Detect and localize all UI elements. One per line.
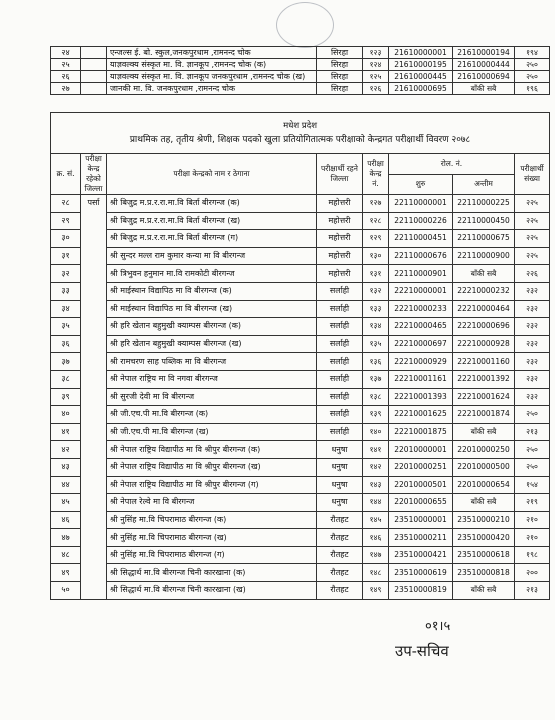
roll-from-cell: 21610000695 [389, 83, 453, 95]
serial-number-cell: २५ [51, 59, 81, 71]
center-name-cell: श्री नेपाल रेल्वे मा वि बीरगन्ज [107, 494, 317, 512]
roll-to-cell: 23510000210 [453, 511, 515, 529]
roll-from-cell: 22210001393 [389, 388, 453, 406]
table-row [51, 564, 550, 582]
roll-from-cell: 23510000211 [389, 529, 453, 547]
serial-number-cell: २८ [51, 195, 81, 213]
candidate-district-cell: महोत्तरी [317, 247, 363, 265]
roll-to-cell: 22210000696 [453, 318, 515, 336]
table-row [51, 265, 550, 283]
roll-to-cell: 22210001874 [453, 406, 515, 424]
table-row [51, 494, 550, 512]
candidate-district-cell: महोत्तरी [317, 212, 363, 230]
candidate-count-cell: १५४ [515, 476, 550, 494]
roll-from-cell: 23510000819 [389, 582, 453, 600]
serial-number-cell: ३८ [51, 370, 81, 388]
center-name-cell: श्री नुसिंह मा.वि चिपरामाठ बीरगन्ज (ग) [107, 546, 317, 564]
serial-number-cell: ४१ [51, 423, 81, 441]
candidate-district-cell: सर्लाही [317, 300, 363, 318]
candidate-count-cell: १९६ [515, 83, 550, 95]
serial-number-cell: २७ [51, 83, 81, 95]
candidate-count-cell: २१० [515, 529, 550, 547]
center-number-cell: १३३ [363, 300, 389, 318]
center-name-cell: श्री बिजुद्र म.प्र.र.रा.मा.वि बिर्ता बीरगन्ज (क) [107, 195, 317, 213]
center-name-cell: श्री बिजुद्र म.प्र.र.रा.मा.वि बिर्ता बीरगन्ज (ग) [107, 230, 317, 248]
header-count: परीक्षार्थी संख्या [515, 154, 550, 195]
center-number-cell: १२८ [363, 212, 389, 230]
roll-to-cell: 23510000818 [453, 564, 515, 582]
serial-number-cell: ३२ [51, 265, 81, 283]
candidate-count-cell: २३२ [515, 318, 550, 336]
serial-number-cell: २९ [51, 212, 81, 230]
table-row [51, 282, 550, 300]
candidate-count-cell: २३२ [515, 282, 550, 300]
candidate-count-cell: २५० [515, 71, 550, 83]
serial-number-cell: ३५ [51, 318, 81, 336]
serial-number-cell: ३७ [51, 353, 81, 371]
center-number-cell: १२५ [363, 71, 389, 83]
candidate-count-cell: २५० [515, 441, 550, 459]
center-number-cell: १४५ [363, 511, 389, 529]
candidate-district-cell: रौतहट [317, 511, 363, 529]
candidate-count-cell: २०० [515, 564, 550, 582]
serial-number-cell: ४३ [51, 458, 81, 476]
center-number-cell: १४७ [363, 546, 389, 564]
table-row [51, 423, 550, 441]
center-name-cell: याज्ञवल्क्य संस्कृत मा. वि. ज्ञानकूप जनकपुरधाम ,रामनन्द चोक (ख) [107, 71, 317, 83]
exam-district-cell [81, 47, 107, 59]
table-row [51, 353, 550, 371]
table-row [51, 388, 550, 406]
candidate-district-cell: रौतहट [317, 582, 363, 600]
roll-to-cell: 22210001624 [453, 388, 515, 406]
candidate-count-cell: २२५ [515, 195, 550, 213]
center-name-cell: श्री माईस्थान विद्यापिठ मा वि बीरगन्ज (क) [107, 282, 317, 300]
candidate-district-cell: महोत्तरी [317, 265, 363, 283]
candidate-district-cell: सर्लाही [317, 423, 363, 441]
serial-number-cell: ४४ [51, 476, 81, 494]
candidate-district-cell: धनुषा [317, 441, 363, 459]
roll-from-cell: 22210000001 [389, 282, 453, 300]
table-row [51, 195, 550, 213]
center-number-cell: १३९ [363, 406, 389, 424]
exam-district-cell [81, 83, 107, 95]
header-center-no: परीक्षा केन्द्र नं. [363, 154, 389, 195]
table-row [51, 370, 550, 388]
candidate-count-cell: २५० [515, 406, 550, 424]
center-number-cell: १२३ [363, 47, 389, 59]
center-number-cell: १३० [363, 247, 389, 265]
candidate-count-cell: २१० [515, 511, 550, 529]
table-row [51, 546, 550, 564]
center-name-cell: याज्ञवल्क्य संस्कृत मा. वि. ज्ञानकूप ,रामनन्द चोक (क) [107, 59, 317, 71]
serial-number-cell: ४६ [51, 511, 81, 529]
candidate-count-cell: २१३ [515, 582, 550, 600]
center-number-cell: १२७ [363, 195, 389, 213]
serial-number-cell: ४० [51, 406, 81, 424]
roll-from-cell: 22210001625 [389, 406, 453, 424]
center-name-cell: श्री जी.एच.पी मा.वि बीरगन्ज (ख) [107, 423, 317, 441]
province-title: मधेश प्रदेश [283, 121, 317, 131]
roll-from-cell: 21610000445 [389, 71, 453, 83]
center-number-cell: १४२ [363, 458, 389, 476]
table-row [51, 458, 550, 476]
center-name-cell: श्री सिद्धार्थ मा.वि बीरगन्ज चिनी कारखाना (ख) [107, 582, 317, 600]
table-row [51, 47, 550, 59]
candidate-district-cell: सर्लाही [317, 353, 363, 371]
center-number-cell: १३६ [363, 353, 389, 371]
table-row [51, 529, 550, 547]
roll-to-cell: 21610000694 [453, 71, 515, 83]
candidate-district-cell: धनुषा [317, 476, 363, 494]
roll-to-cell: बाँकी सबै [453, 83, 515, 95]
candidate-district-cell: सिरहा [317, 47, 363, 59]
table-row [51, 83, 550, 95]
header-roll-to: अन्तीम [453, 174, 515, 195]
roll-to-cell: 23510000420 [453, 529, 515, 547]
center-name-cell: श्री रामचरण साह पब्लिक मा वि बीरगन्ज [107, 353, 317, 371]
table-row [51, 582, 550, 600]
table-title [51, 113, 550, 154]
serial-number-cell: ४७ [51, 529, 81, 547]
center-number-cell: १४० [363, 423, 389, 441]
roll-to-cell: 22110000450 [453, 212, 515, 230]
center-name-cell: श्री नेपाल राष्ट्रिय विद्यापीठ मा वि श्रीपुर बीरगन्ज (ख) [107, 458, 317, 476]
candidate-count-cell: २२५ [515, 212, 550, 230]
table-row [51, 300, 550, 318]
exam-district-cell [81, 71, 107, 83]
candidate-district-cell: रौतहट [317, 529, 363, 547]
center-number-cell: १४९ [363, 582, 389, 600]
roll-to-cell: 22110000675 [453, 230, 515, 248]
serial-number-cell: ३३ [51, 282, 81, 300]
serial-number-cell: ४२ [51, 441, 81, 459]
table-row [51, 476, 550, 494]
serial-number-cell: ३६ [51, 335, 81, 353]
candidate-count-cell: १९४ [515, 47, 550, 59]
center-name-cell: श्री हरि खेतान बहुमुखी क्याम्पस बीरगन्ज (ख) [107, 335, 317, 353]
candidate-district-cell: सर्लाही [317, 282, 363, 300]
table-row [51, 335, 550, 353]
table-row [51, 59, 550, 71]
roll-to-cell: 22210001392 [453, 370, 515, 388]
serial-number-cell: ४५ [51, 494, 81, 512]
center-name-cell: श्री नेपाल राष्ट्रिय विद्यापीठ मा वि श्रीपुर बीरगन्ज (क) [107, 441, 317, 459]
roll-from-cell: 23510000421 [389, 546, 453, 564]
exam-district-cell: पर्सा [81, 195, 107, 600]
candidate-count-cell: २२५ [515, 230, 550, 248]
table-row [51, 71, 550, 83]
table-row [51, 511, 550, 529]
header-roll-no: रोल. नं. [389, 154, 515, 175]
center-name-cell: श्री सुन्दर मल्ल राम कुमार कन्या मा वि बीरगन्ज [107, 247, 317, 265]
roll-from-cell: 22110000226 [389, 212, 453, 230]
roll-from-cell: 22210000697 [389, 335, 453, 353]
roll-from-cell: 22010000655 [389, 494, 453, 512]
table-row [51, 406, 550, 424]
roll-from-cell: 22110000451 [389, 230, 453, 248]
center-name-cell: श्री हरि खेतान बहुमुखी क्याम्पस बीरगन्ज (क) [107, 318, 317, 336]
candidate-district-cell: सिरहा [317, 83, 363, 95]
roll-to-cell: बाँकी सबै [453, 494, 515, 512]
roll-to-cell: 22010000654 [453, 476, 515, 494]
candidate-district-cell: सिरहा [317, 59, 363, 71]
roll-to-cell: 22010000500 [453, 458, 515, 476]
center-name-cell: श्री सिद्धार्थ मा.वि बीरगन्ज चिनी कारखाना (क) [107, 564, 317, 582]
candidate-district-cell: सर्लाही [317, 388, 363, 406]
roll-to-cell: 22210001160 [453, 353, 515, 371]
candidate-count-cell: २३२ [515, 335, 550, 353]
candidate-count-cell: २३२ [515, 388, 550, 406]
center-name-cell: श्री जी.एच.पी मा.वि बीरगन्ज (क) [107, 406, 317, 424]
roll-to-cell: 21610000444 [453, 59, 515, 71]
table-row [51, 212, 550, 230]
roll-to-cell: 21610000194 [453, 47, 515, 59]
serial-number-cell: ३० [51, 230, 81, 248]
candidate-district-cell: सर्लाही [317, 406, 363, 424]
center-number-cell: १२४ [363, 59, 389, 71]
candidate-district-cell: सर्लाही [317, 318, 363, 336]
header-exam-district: परीक्षा केन्द्र रहेको जिल्ला [81, 154, 107, 195]
table-row [51, 230, 550, 248]
exam-district-cell [81, 59, 107, 71]
center-name-cell: श्री बिजुद्र म.प्र.र.रा.मा.वि बिर्ता बीरगन्ज (ख) [107, 212, 317, 230]
candidate-district-cell: सिरहा [317, 71, 363, 83]
exam-center-table [50, 112, 550, 600]
candidate-count-cell: २३२ [515, 300, 550, 318]
roll-from-cell: 22010000001 [389, 441, 453, 459]
signatory-designation: उप-सचिव [395, 642, 449, 660]
candidate-district-cell: रौतहट [317, 564, 363, 582]
center-number-cell: १३२ [363, 282, 389, 300]
roll-to-cell: बाँकी सबै [453, 582, 515, 600]
roll-from-cell: 22210000929 [389, 353, 453, 371]
serial-number-cell: ४९ [51, 564, 81, 582]
serial-number-cell: ४८ [51, 546, 81, 564]
candidate-count-cell: २२५ [515, 247, 550, 265]
center-number-cell: १४८ [363, 564, 389, 582]
center-number-cell: १४३ [363, 476, 389, 494]
candidate-count-cell: २१९ [515, 494, 550, 512]
center-number-cell: १३७ [363, 370, 389, 388]
center-number-cell: १३४ [363, 318, 389, 336]
header-sn: क्र. सं. [51, 154, 81, 195]
center-number-cell: १२६ [363, 83, 389, 95]
center-number-cell: १४४ [363, 494, 389, 512]
candidate-count-cell: २५० [515, 59, 550, 71]
candidate-district-cell: महोत्तरी [317, 230, 363, 248]
center-name-cell: श्री माईस्थान विद्यापिठ मा वि बीरगन्ज (ख) [107, 300, 317, 318]
roll-from-cell: 23510000001 [389, 511, 453, 529]
roll-to-cell: 22210000464 [453, 300, 515, 318]
header-center-name: परीक्षा केन्द्रको नाम र ठेगाना [107, 154, 317, 195]
center-name-cell: श्री नेपाल राष्ट्रिय मा वि नगवा बीरगन्ज [107, 370, 317, 388]
candidate-district-cell: धनुषा [317, 458, 363, 476]
center-number-cell: १३१ [363, 265, 389, 283]
center-name-cell: जानकी मा. वि. जनकपुरधाम ,रामनन्द चोक [107, 83, 317, 95]
serial-number-cell: २६ [51, 71, 81, 83]
serial-number-cell: ३१ [51, 247, 81, 265]
roll-from-cell: 22110000901 [389, 265, 453, 283]
serial-number-cell: ३९ [51, 388, 81, 406]
candidate-district-cell: सर्लाही [317, 370, 363, 388]
center-name-cell: श्री नेपाल राष्ट्रिय विद्यापीठ मा वि श्रीपुर बीरगन्ज (ग) [107, 476, 317, 494]
roll-to-cell: बाँकी सबै [453, 265, 515, 283]
roll-to-cell: 22110000225 [453, 195, 515, 213]
roll-to-cell: बाँकी सबै [453, 423, 515, 441]
signature-mark: ०१।५ [425, 619, 451, 634]
table-row [51, 441, 550, 459]
center-name-cell: श्री नुसिंह मा.वि चिपरामाठ बीरगन्ज (क) [107, 511, 317, 529]
roll-from-cell: 22110000676 [389, 247, 453, 265]
roll-from-cell: 22010000251 [389, 458, 453, 476]
center-name-cell: श्री त्रिभुवन हनुमान मा.वि रामकोटी बीरगन्ज [107, 265, 317, 283]
continuation-table [50, 46, 550, 95]
center-number-cell: १४६ [363, 529, 389, 547]
roll-from-cell: 22210001161 [389, 370, 453, 388]
center-number-cell: १३५ [363, 335, 389, 353]
roll-from-cell: 21610000001 [389, 47, 453, 59]
roll-to-cell: 22010000250 [453, 441, 515, 459]
roll-from-cell: 22210000465 [389, 318, 453, 336]
candidate-district-cell: धनुषा [317, 494, 363, 512]
center-number-cell: १४१ [363, 441, 389, 459]
serial-number-cell: ५० [51, 582, 81, 600]
table-row [51, 247, 550, 265]
candidate-district-cell: रौतहट [317, 546, 363, 564]
center-number-cell: १३८ [363, 388, 389, 406]
candidate-district-cell: महोत्तरी [317, 195, 363, 213]
document-heading: प्राथमिक तह, तृतीय श्रेणी, शिक्षक पदको खुला प्रतियोगितात्मक परीक्षाको केन्द्रगत परीक्षार्थी विवरण २०७८ [129, 135, 471, 145]
center-number-cell: १२९ [363, 230, 389, 248]
candidate-count-cell: २३२ [515, 353, 550, 371]
candidate-district-cell: सर्लाही [317, 335, 363, 353]
candidate-count-cell: २३२ [515, 370, 550, 388]
candidate-count-cell: २५० [515, 458, 550, 476]
serial-number-cell: २४ [51, 47, 81, 59]
center-name-cell: श्री नुसिंह मा.वि चिपरामाठ बीरगन्ज (ख) [107, 529, 317, 547]
roll-from-cell: 22010000501 [389, 476, 453, 494]
candidate-count-cell: २२६ [515, 265, 550, 283]
roll-from-cell: 22110000001 [389, 195, 453, 213]
roll-from-cell: 23510000619 [389, 564, 453, 582]
office-seal-stamp [276, 2, 334, 48]
header-candidate-district: परीक्षार्थी रहने जिल्ला [317, 154, 363, 195]
candidate-count-cell: २१३ [515, 423, 550, 441]
candidate-count-cell: १९८ [515, 546, 550, 564]
roll-to-cell: 22210000928 [453, 335, 515, 353]
header-roll-from: शुरु [389, 174, 453, 195]
roll-to-cell: 22110000900 [453, 247, 515, 265]
table-row [51, 318, 550, 336]
roll-from-cell: 22210001875 [389, 423, 453, 441]
roll-from-cell: 21610000195 [389, 59, 453, 71]
roll-from-cell: 22210000233 [389, 300, 453, 318]
roll-to-cell: 23510000618 [453, 546, 515, 564]
roll-to-cell: 22210000232 [453, 282, 515, 300]
center-name-cell: एन्जल्स ई. बो. स्कुल,जनकपुरधाम ,रामनन्द चोक [107, 47, 317, 59]
serial-number-cell: ३४ [51, 300, 81, 318]
center-name-cell: श्री सुरजी देवी मा वि बीरगन्ज [107, 388, 317, 406]
